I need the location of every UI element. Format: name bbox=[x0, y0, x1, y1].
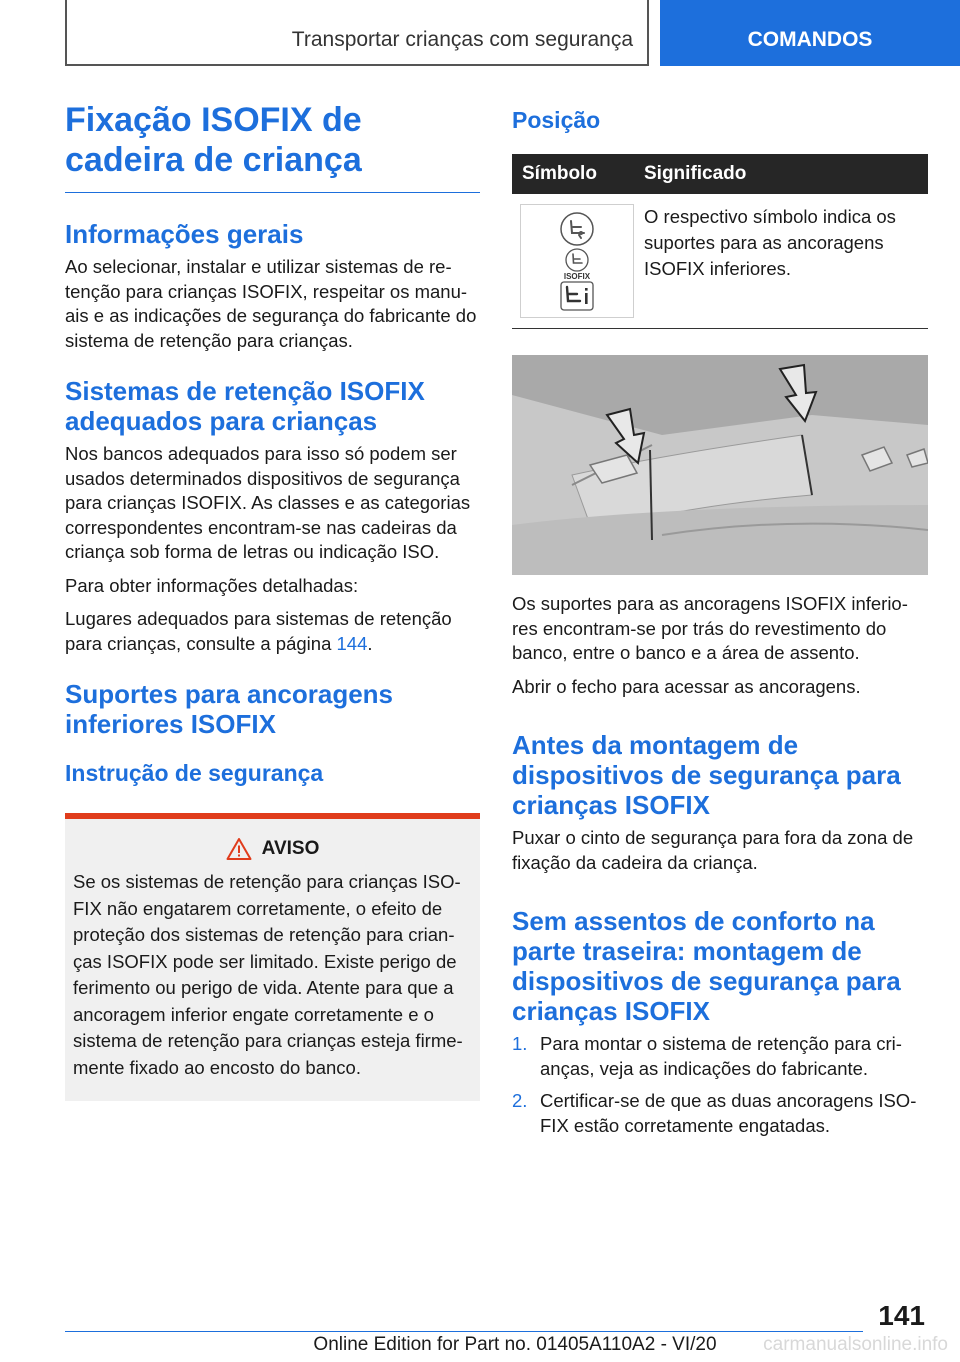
warning-text: Se os sistemas de retenção para crianças ISO-FIX não engatarem corretamente, o efeito de proteção dos sistemas de retenção para crian-ças ISOFIX pode ser limitado. Existe perigo de ferimento ou perigo de vida. Atente para que a ancoragem inferior engate corretamente e o sistema de retenção para crianças esteja firme-mente fixado ao encosto do banco. bbox=[73, 871, 463, 1078]
suitable-places-end: . bbox=[367, 632, 373, 654]
symbol-table bbox=[512, 154, 928, 329]
warning-triangle-icon bbox=[226, 837, 252, 861]
table-row bbox=[512, 194, 928, 329]
list-item bbox=[512, 1032, 928, 1081]
heading-safety-instruction: Instrução de segurança bbox=[65, 760, 324, 786]
chapter-tab[interactable]: COMANDOS bbox=[660, 0, 960, 66]
paragraph-photo-caption: Os suportes para as ancoragens ISOFIX inferio-res encontram-se por trás do revestimento do banco, entre o banco e a área de assento. bbox=[512, 593, 908, 663]
left-column bbox=[65, 100, 480, 1101]
isofix-seat-photo bbox=[512, 355, 928, 575]
paragraph-isofix-systems: Nos bancos adequados para isso só podem ser usados determinados dispositivos de segurança para crianças ISOFIX. As classes e as categorias correspondentes encontram-se nas cadeiras da criança sob forma de letras ou indicação ISO. bbox=[65, 443, 471, 562]
warning-box bbox=[65, 813, 480, 1101]
column-header-meaning: Significado bbox=[634, 154, 928, 194]
page-link[interactable]: 144 bbox=[336, 632, 368, 654]
header-box bbox=[65, 0, 649, 66]
heading-position: Posição bbox=[512, 107, 601, 133]
heading-general-info: Informações gerais bbox=[65, 219, 304, 249]
suitable-places-text: Lugares adequados para sistemas de retenção para crianças, consulte a página bbox=[65, 608, 452, 654]
warning-title: AVISO bbox=[261, 838, 320, 859]
step-text: Certificar-se de que as duas ancoragens ISO-FIX estão corretamente engatadas. bbox=[540, 1090, 917, 1136]
list-item bbox=[512, 1089, 928, 1138]
isofix-label: ISOFIX bbox=[563, 271, 591, 281]
paragraph-open-cover: Abrir o fecho para acessar as ancoragens. bbox=[512, 675, 861, 697]
isofix-symbols bbox=[520, 204, 634, 318]
section-title: Transportar crianças com segurança bbox=[291, 28, 633, 51]
isofix-info-icon bbox=[560, 281, 594, 311]
meaning-cell: O respectivo símbolo indica os suportes para as ancoragens ISOFIX inferiores. bbox=[634, 194, 928, 329]
watermark: carmanualsonline.info bbox=[763, 1334, 948, 1355]
isofix-seat-icon bbox=[559, 211, 595, 247]
step-number: 2. bbox=[512, 1090, 528, 1111]
footer-rule bbox=[65, 1331, 863, 1332]
paragraph-more-info: Para obter informações detalhadas: bbox=[65, 574, 359, 596]
paragraph-suitable-places bbox=[65, 607, 480, 656]
heading-anchor-supports: Suportes para ancoragens inferiores ISOFIX bbox=[65, 679, 393, 739]
paragraph-before-mounting: Puxar o cinto de segurança para fora da zona de fixação da cadeira da criança. bbox=[512, 827, 914, 873]
column-header-symbol: Símbolo bbox=[512, 154, 634, 194]
edition-text: Online Edition for Part no. 01405A110A2 - VI/20 bbox=[313, 1334, 717, 1355]
heading-before-mounting: Antes da montagem de dispositivos de segurança para crianças ISOFIX bbox=[512, 730, 901, 820]
page-title: Fixação ISOFIX de cadeira de criança bbox=[65, 100, 480, 193]
page-number: 141 bbox=[878, 1300, 925, 1331]
step-text: Para montar o sistema de retenção para cri-anças, veja as indicações do fabricante. bbox=[540, 1033, 902, 1079]
heading-without-comfort-seats: Sem assentos de conforto na parte traseira: montagem de dispositivos de segurança para crianças ISOFIX bbox=[512, 906, 901, 1026]
step-number: 1. bbox=[512, 1033, 528, 1054]
paragraph-general-info: Ao selecionar, instalar e utilizar sistemas de re-tenção para crianças ISOFIX, respeitar os manu-ais e as indicações de segurança do fabricante do sistema de retenção para crianças. bbox=[65, 256, 477, 351]
heading-isofix-systems: Sistemas de retenção ISOFIX adequados para crianças bbox=[65, 376, 425, 436]
steps-list bbox=[512, 1032, 928, 1138]
right-column bbox=[512, 100, 928, 1146]
isofix-seat-small-icon bbox=[563, 248, 591, 272]
